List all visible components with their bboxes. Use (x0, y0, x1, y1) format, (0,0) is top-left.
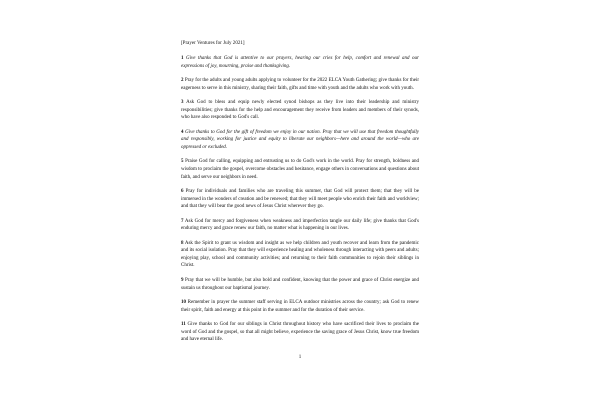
prayer-item-text: Pray for the adults and young adults applying to volunteer for the 2022 ELCA Youth Gathering; give thanks for their eagerness to serve in this ministry, sharing their faith, gifts and time with youth and the adults who work with youth. (181, 78, 420, 91)
prayer-item-number: 10 (181, 300, 186, 306)
prayer-item-number: 4 (181, 129, 184, 135)
prayer-item (181, 158, 419, 181)
prayer-item-text: Give thanks to God for the gift of freedom we enjoy in our nation. Pray that we will use that freedom thoughtfully and responsibly, working for justice and equity to liberate our neighbors—here and around the world—who are oppressed or excluded. (181, 129, 419, 150)
prayer-item-text: Ask the Spirit to grant us wisdom and insight as we help children and youth recover and learn from the pandemic and its social isolation. Pray that they will experience healing and wholeness through interacting with peers and adults; enjoying play, school and community activities; and returning to their faith communities to rejoin their siblings in Christ. (181, 240, 419, 269)
prayer-item-text: Remember in prayer the summer staff serving in ELCA outdoor ministries across the country; ask God to renew their spirit, faith and energy at this point in the summer and for the duration of their service. (181, 300, 419, 313)
prayer-item (181, 55, 419, 70)
prayer-item-number: 11 (181, 322, 186, 328)
prayer-item-text: Give thanks to God for our siblings in Christ throughout history who have sacrificed their lives to proclaim the word of God and the gospel, so that all might believe, experience the saving grace of Jesus Christ, know true freedom and have eternal life. (181, 322, 419, 343)
prayer-item-number: 2 (181, 78, 184, 84)
prayer-item-text: Ask God to bless and equip newly elected synod bishops as they live into their leadership and ministry responsibilities; give thanks for the help and encouragement they receive from leaders and members of their synods, who have also responded to God's call. (181, 100, 419, 121)
prayer-item (181, 188, 419, 211)
prayer-item-number: 3 (181, 100, 184, 106)
prayer-item-number: 5 (181, 159, 184, 165)
prayer-item-text: Give thanks that God is attentive to our prayers, hearing our cries for help, comfort and renewal and our expressions of joy, mourning, praise and thanksgiving. (181, 55, 419, 69)
prayer-item (181, 321, 419, 344)
prayer-item (181, 77, 419, 92)
prayer-item-number: 1 (181, 55, 184, 61)
prayer-item (181, 99, 419, 122)
prayer-item-number: 9 (181, 278, 184, 284)
prayer-item (181, 299, 419, 314)
document-body (181, 40, 419, 344)
prayer-item (181, 218, 419, 233)
prayer-item-text: Ask God for mercy and forgiveness when weakness and imperfection tangle our daily life; give thanks that God's enduring mercy and grace renew our faith, no matter what is happening in our lives. (181, 218, 419, 232)
page-number: 1 (298, 355, 302, 360)
prayer-item (181, 129, 419, 152)
prayer-item-number: 7 (181, 218, 184, 224)
prayer-item-text: Pray for individuals and families who are traveling this summer, that God will protect them; that they will be immersed in the wonders of creation and be renewed; that they will meet people who enrich their faith and worldview; and that they will bear the good news of Jesus Christ wherever they go. (181, 189, 419, 210)
prayer-item-number: 8 (181, 240, 184, 246)
prayer-item-text: Praise God for calling, equipping and entrusting us to do God's work in the world. Pray for strength, boldness and wisdom to proclaim the gospel, overcome obstacles and hesitance, engage others in conversations and questions about faith, and serve our neighbors in need. (181, 159, 419, 180)
prayer-item (181, 277, 419, 292)
prayer-item (181, 240, 419, 270)
prayer-item-number: 6 (181, 189, 184, 195)
page-title: [Prayer Ventures for July 2021] (181, 41, 245, 46)
prayer-item-text: Pray that we will be humble, but also bold and confident, knowing that the power and grace of Christ energize and sustain us throughout our baptismal journey. (181, 278, 419, 291)
